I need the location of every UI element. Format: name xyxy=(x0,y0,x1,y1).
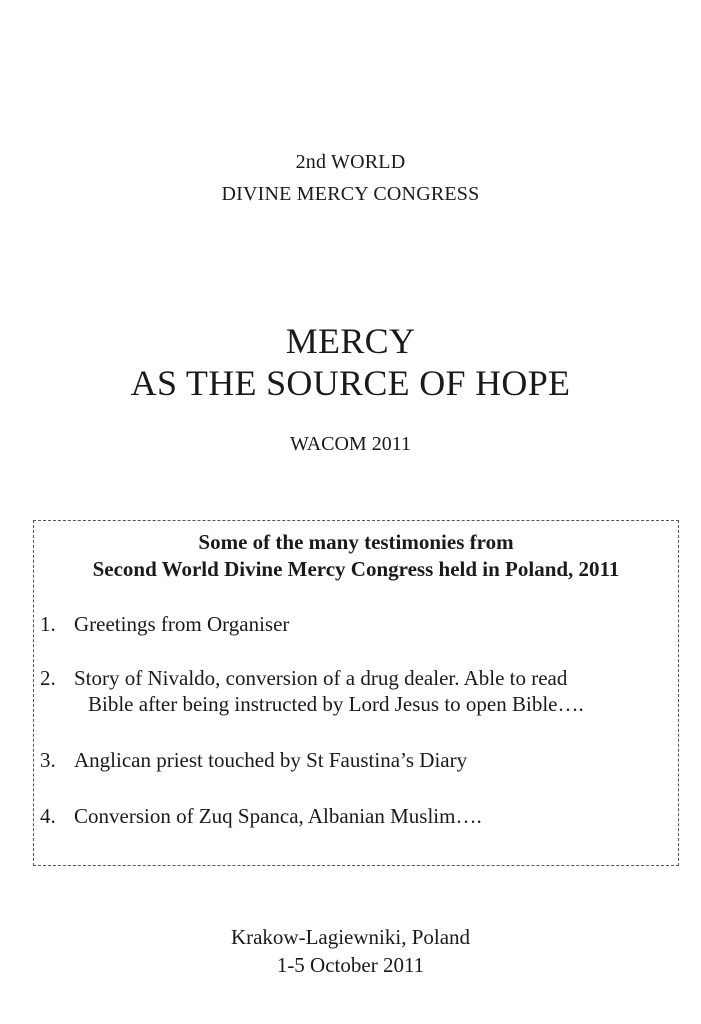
item-text: Story of Nivaldo, conversion of a drug dealer. Able to read xyxy=(74,666,568,690)
title-subtitle: AS THE SOURCE OF HOPE xyxy=(130,363,571,403)
title-mercy: MERCY xyxy=(285,321,416,361)
event-code: WACOM 2011 xyxy=(290,433,411,455)
testimony-item xyxy=(40,803,670,829)
footer-dates: 1-5 October 2011 xyxy=(276,953,425,977)
item-number: 4. xyxy=(40,804,56,828)
item-text: Conversion of Zuq Spanca, Albanian Muslim…. xyxy=(74,804,482,828)
item-number: 3. xyxy=(40,748,56,772)
congress-name: DIVINE MERCY CONGRESS xyxy=(221,183,480,205)
congress-ordinal: 2nd WORLD xyxy=(295,151,406,173)
testimony-item xyxy=(40,665,670,717)
item-text: Anglican priest touched by St Faustina’s Diary xyxy=(74,748,468,772)
testimony-item xyxy=(40,747,670,773)
testimonies-heading-line1: Some of the many testimonies from xyxy=(198,530,514,554)
item-text-continuation: Bible after being instructed by Lord Jesus to open Bible…. xyxy=(88,692,584,716)
item-number: 2. xyxy=(40,666,56,690)
testimonies-heading-line2: Second World Divine Mercy Congress held in Poland, 2011 xyxy=(92,557,620,581)
footer-location: Krakow-Lagiewniki, Poland xyxy=(230,925,471,949)
testimony-item xyxy=(40,611,670,637)
testimonies-box xyxy=(33,520,679,866)
item-number: 1. xyxy=(40,612,56,636)
item-text: Greetings from Organiser xyxy=(74,612,290,636)
